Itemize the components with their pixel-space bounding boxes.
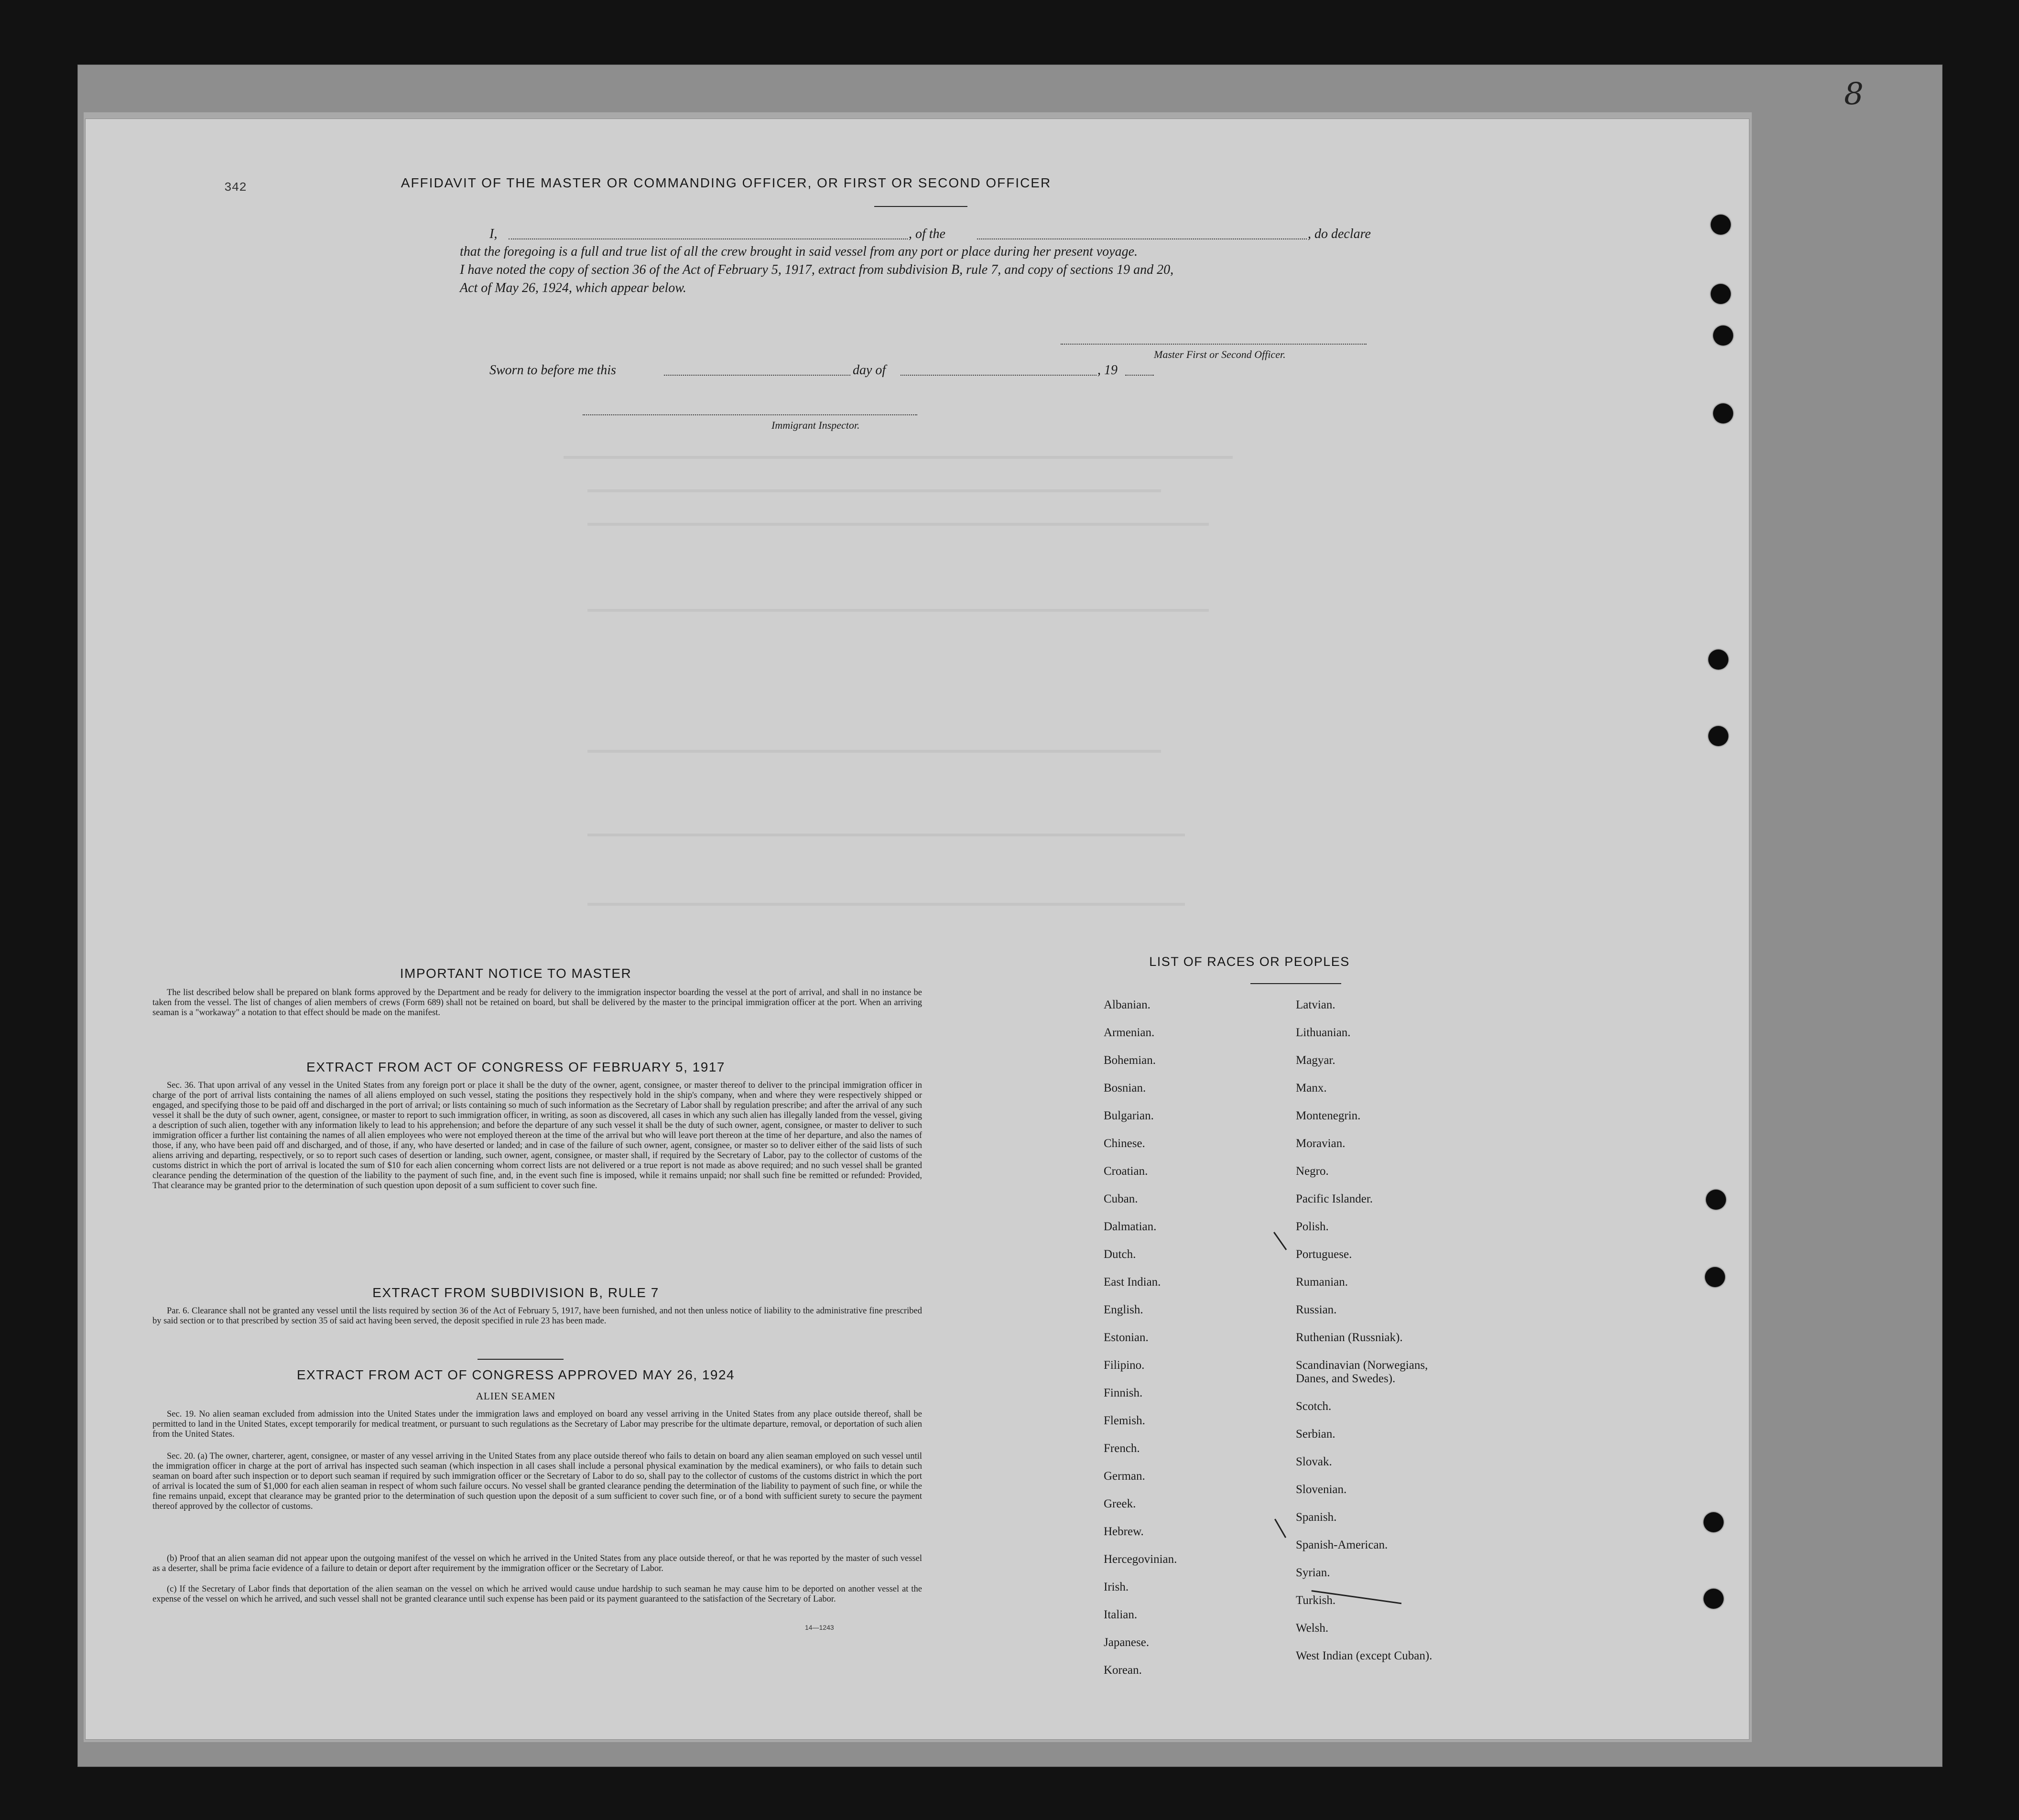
bleed-through-row xyxy=(587,903,1185,906)
affidavit-do-declare: , do declare xyxy=(1308,227,1371,241)
bleed-through-row xyxy=(587,609,1209,612)
race-item: Slovak. xyxy=(1296,1455,1332,1468)
affidavit-i: I, xyxy=(489,227,498,241)
binder-hole xyxy=(1704,1512,1724,1532)
sec20a-text: Sec. 20. (a) The owner, charterer, agent, consignee, or master of any vessel arriving in the United States from any place outside thereof who fails to detain on board any alien seaman employed on such vessel until the immigration officer in charge at the port of arrival has inspected such seaman (which inspection in all cases shall include a personal physical examination by the medical examiners), or who fails to detain such seaman on board after such inspection or to deport such seaman if required by such immigration officer or the Secretary of Labor to do so, shall pay to the collector of customs of the customs district in which the port of arrival is located the sum of $1,000 for each alien seaman in respect of whom such failure occurs. No vessel shall be granted clearance pending the determination of the liability to payment of such fine, or while the fine remains unpaid, except that clearance may be granted prior to the determination of such question upon the deposit of a sum sufficient to cover such fine, or of a bond with sufficient surety to secure the payment thereof approved by the collector of customs. xyxy=(152,1452,922,1511)
affidavit-line-3: I have noted the copy of section 36 of the Act of February 5, 1917, extract from subdivision B, rule 7, and copy of sections 19 and 20, xyxy=(460,262,1174,277)
race-item: Filipino. xyxy=(1104,1359,1145,1372)
race-item: Syrian. xyxy=(1296,1566,1330,1579)
race-item: Finnish. xyxy=(1104,1387,1143,1399)
bleed-through-row xyxy=(564,456,1233,459)
signature-line xyxy=(1061,344,1367,345)
races-title-rule xyxy=(1250,983,1341,984)
sworn-year: , 19 xyxy=(1097,363,1118,378)
bleed-through-row xyxy=(587,489,1161,492)
race-item: Spanish. xyxy=(1296,1511,1337,1524)
race-item: Bohemian. xyxy=(1104,1054,1156,1067)
race-item: Lithuanian. xyxy=(1296,1026,1351,1039)
affidavit-line-4: Act of May 26, 1924, which appear below. xyxy=(460,281,686,295)
affidavit-line-2: that the foregoing is a full and true list of all the crew brought in said vessel from any port or place during her present voyage. xyxy=(460,244,1138,259)
binder-hole xyxy=(1708,726,1728,746)
race-item: French. xyxy=(1104,1442,1140,1455)
race-item: Rumanian. xyxy=(1296,1276,1348,1289)
race-item: Ruthenian (Russniak). xyxy=(1296,1331,1403,1344)
sec19-text: Sec. 19. No alien seaman excluded from admission into the United States under the immigration laws and employed on board any vessel arriving in the United States from any place outside thereof, shall be permitted to land in the United States, except temporarily for medical treatment, or pursuant to such regulations as the Secretary of Labor may prescribe for the ultimate departure, removal, or deportation of such alien from the United States. xyxy=(152,1409,922,1439)
race-item: Manx. xyxy=(1296,1082,1327,1094)
section-rule xyxy=(478,1359,564,1360)
inspector-label: Immigrant Inspector. xyxy=(771,419,860,431)
race-item: Latvian. xyxy=(1296,998,1335,1011)
pencil-tick xyxy=(1274,1519,1286,1538)
race-item: Armenian. xyxy=(1104,1026,1155,1039)
vessel-blank xyxy=(977,238,1307,239)
binder-hole xyxy=(1706,1190,1726,1210)
race-item: Bosnian. xyxy=(1104,1082,1146,1094)
binder-hole xyxy=(1713,403,1733,423)
race-item: German. xyxy=(1104,1470,1145,1483)
sworn-month-blank xyxy=(901,375,1096,376)
form-number: 14—1243 xyxy=(805,1624,834,1631)
race-item: English. xyxy=(1104,1303,1143,1316)
race-item: Russian. xyxy=(1296,1303,1337,1316)
sworn-day-of: day of xyxy=(853,363,886,378)
sworn-prefix: Sworn to before me this xyxy=(489,363,616,378)
race-item: Polish. xyxy=(1296,1220,1329,1233)
manifest-page xyxy=(85,119,1749,1740)
bleed-through-row xyxy=(587,523,1209,526)
race-item: Cuban. xyxy=(1104,1192,1138,1205)
race-item: Albanian. xyxy=(1104,998,1151,1011)
race-item: Scandinavian (Norwegians, Danes, and Swedes). xyxy=(1296,1359,1428,1385)
race-item: Dalmatian. xyxy=(1104,1220,1157,1233)
signature-label: Master First or Second Officer. xyxy=(1154,348,1286,360)
extract-1924-subtitle: ALIEN SEAMEN xyxy=(476,1390,556,1402)
race-item: Hebrew. xyxy=(1104,1525,1144,1538)
race-item: Hercegovinian. xyxy=(1104,1553,1177,1566)
bleed-through-row xyxy=(587,834,1185,836)
binder-hole xyxy=(1711,284,1731,304)
race-item: Korean. xyxy=(1104,1664,1142,1677)
race-item: Welsh. xyxy=(1296,1622,1329,1635)
sec20c-text: (c) If the Secretary of Labor finds that deportation of the alien seaman on the vessel on which he arrived would cause undue hardship to such seaman he may cause him to be deported on another vessel at the expense of the vessel on which he arrived, and such vessel shall not be granted clearance until such expense has been paid or its payment guaranteed to the satisfaction of the Secretary of Labor. xyxy=(152,1584,922,1604)
race-item: Dutch. xyxy=(1104,1248,1136,1261)
binder-hole xyxy=(1704,1589,1724,1609)
bleed-through-row xyxy=(587,750,1161,753)
race-item: West Indian (except Cuban). xyxy=(1296,1649,1433,1662)
races-title: LIST OF RACES OR PEOPLES xyxy=(1149,954,1350,969)
race-item: Greek. xyxy=(1104,1497,1136,1510)
race-item: East Indian. xyxy=(1104,1276,1161,1289)
race-item: Scotch. xyxy=(1296,1400,1332,1413)
extract-1917-text: Sec. 36. That upon arrival of any vessel in the United States from any foreign port or place it shall be the duty of the owner, agent, consignee, or master thereof to deliver to the principal immigration officer in charge of the port of arrival lists containing the names of all aliens employed on such vessel, stating the positions they respectively hold in the ship's company, when and where they were respectively shipped or engaged, and specifying those to be paid off and discharged in the port of arrival; or lists containing so much of such information as the Secretary of Labor shall by regulation prescribe; and after the arrival of any such vessel it shall be the duty of such owner, agent, consignee, or master to report to such immigration officer, in writing, as soon as discovered, all cases in which any such alien has illegally landed from the vessel, giving a description of such alien, together with any information likely to lead to his apprehension; and before the departure of any such vessel it shall be the duty of such owner, agent, consignee, or master to deliver to such immigration officer a further list containing the names of all alien employees who were not employed thereon at the time of the arrival but who will leave port thereon at the time of her departure, and also the names of those, if any, who have been paid off and discharged, and of those, if any, who have deserted or landed; and in case of the failure of such owner, agent, consignee, or master so to deliver either of the said lists of such aliens arriving and departing, respectively, or so to report such cases of desertion or landing, such owner, agent, consignee, or master shall, if required by the Secretary of Labor, pay to the collector of customs of the customs district in which the port of arrival is located the sum of $10 for each alien concerning whom correct lists are not delivered or a true report is not made as above required; and no such vessel shall be granted clearance pending the determination of the question of the liability to the payment of such fine, and, in the event such fine is imposed, while it remains unpaid; nor shall such fine be remitted or refunded: Provided, That clearance may be granted prior to the determination of such question upon deposit of a sum sufficient to cover such fine. xyxy=(152,1081,922,1191)
binder-hole xyxy=(1708,650,1728,670)
name-blank xyxy=(509,238,908,239)
race-item: Irish. xyxy=(1104,1581,1129,1593)
race-item: Magyar. xyxy=(1296,1054,1335,1067)
race-item: Negro. xyxy=(1296,1165,1329,1178)
pencil-page-number: 8 xyxy=(1844,76,1864,112)
race-item: Pacific Islander. xyxy=(1296,1192,1373,1205)
extract-rule7-text: Par. 6. Clearance shall not be granted any vessel until the lists required by section 36 of the Act of February 5, 1917, have been furnished, and not then unless notice of liability to the administrative fine prescribed by said section or to that prescribed by section 35 of said act having been served, the deposit specified in rule 23 has been made. xyxy=(152,1306,922,1326)
sworn-year-blank xyxy=(1125,375,1154,376)
race-item: Estonian. xyxy=(1104,1331,1149,1344)
binder-hole xyxy=(1705,1267,1725,1287)
sworn-day-blank xyxy=(664,375,850,376)
race-item: Moravian. xyxy=(1296,1137,1346,1150)
extract-1917-title: EXTRACT FROM ACT OF CONGRESS OF FEBRUARY 5, 1917 xyxy=(306,1060,725,1074)
race-item: Croatian. xyxy=(1104,1165,1148,1178)
race-item: Italian. xyxy=(1104,1608,1138,1621)
race-item: Flemish. xyxy=(1104,1414,1145,1427)
pencil-tick xyxy=(1273,1232,1287,1250)
notice-text: The list described below shall be prepared on blank forms approved by the Department and be ready for delivery to the immigration inspector boarding the vessel at the port of arrival, and shall in no instance be taken from the vessel. The list of changes of alien members of crews (Form 689) shall not be retained on board, but shall be delivered by the master to the principal immigration officer at the port. When an arriving seaman is a "workaway" a notation to that effect should be made on the manifest. xyxy=(152,988,922,1018)
race-item: Montenegrin. xyxy=(1296,1109,1361,1122)
race-item: Chinese. xyxy=(1104,1137,1145,1150)
race-item: Turkish. xyxy=(1296,1594,1336,1607)
race-item: Bulgarian. xyxy=(1104,1109,1154,1122)
extract-rule7-title: EXTRACT FROM SUBDIVISION B, RULE 7 xyxy=(372,1285,659,1300)
affidavit-of-the: , of the xyxy=(909,227,945,241)
inspector-line xyxy=(583,414,917,415)
race-item: Slovenian. xyxy=(1296,1483,1347,1496)
corner-mark: 342 xyxy=(224,180,247,195)
title-rule xyxy=(874,206,967,207)
binder-hole xyxy=(1711,215,1731,235)
race-item: Spanish-American. xyxy=(1296,1538,1388,1551)
race-item: Portuguese. xyxy=(1296,1248,1352,1261)
affidavit-title: AFFIDAVIT OF THE MASTER OR COMMANDING OFFICER, OR FIRST OR SECOND OFFICER xyxy=(401,175,1052,190)
race-item: Japanese. xyxy=(1104,1636,1150,1649)
race-item: Serbian. xyxy=(1296,1428,1335,1441)
binder-hole xyxy=(1713,325,1733,346)
extract-1924-title: EXTRACT FROM ACT OF CONGRESS APPROVED MAY 26, 1924 xyxy=(296,1367,735,1382)
notice-title: IMPORTANT NOTICE TO MASTER xyxy=(400,966,632,981)
sec20b-text: (b) Proof that an alien seaman did not appear upon the outgoing manifest of the vessel on which he arrived in the United States from any place outside thereof, or that he was reported by the master of such vessel as a deserter, shall be prima facie evidence of a failure to detain or deport after requirement by the immigration officer or the Secretary of Labor. xyxy=(152,1554,922,1573)
